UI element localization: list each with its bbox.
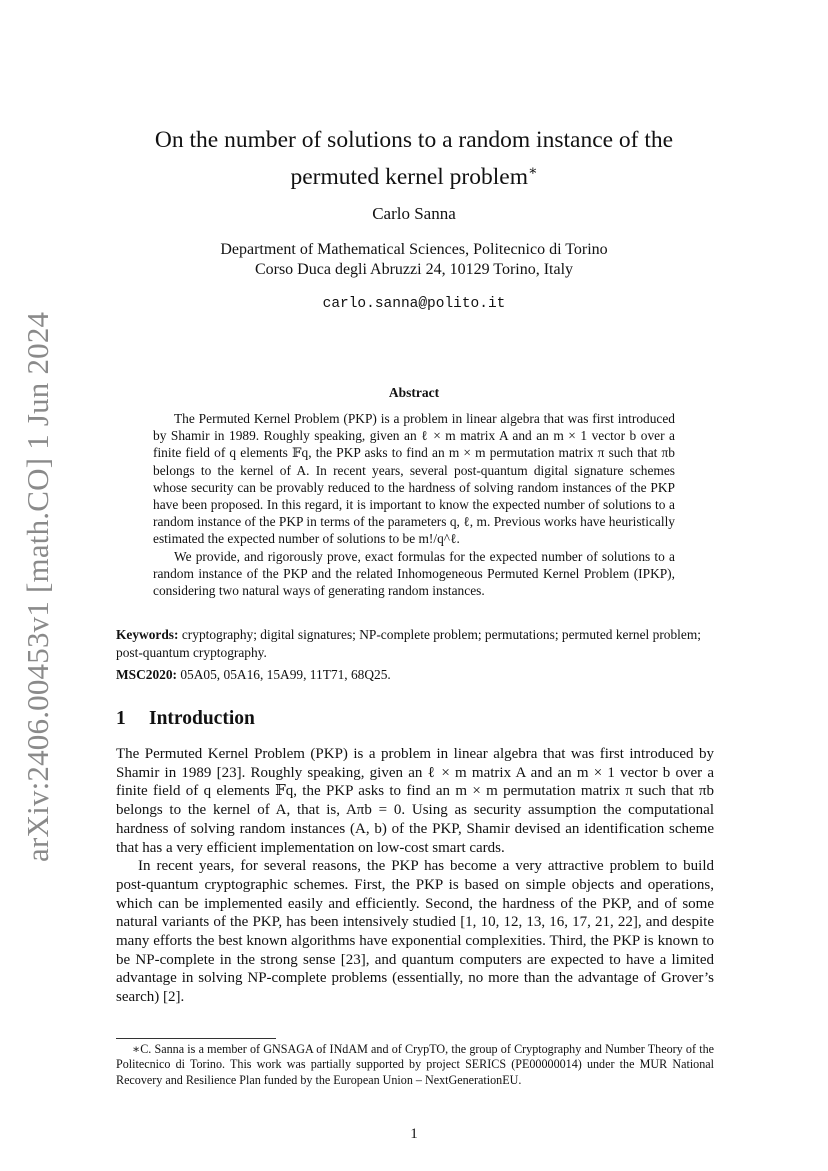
title-line-2: permuted kernel problem∗ bbox=[290, 163, 538, 190]
section-title: Introduction bbox=[149, 708, 255, 729]
keywords-label: Keywords: bbox=[116, 627, 179, 642]
affiliation-line-2: Corso Duca degli Abruzzi 24, 10129 Torino, Italy bbox=[254, 261, 574, 278]
affiliation-line-1: Department of Mathematical Sciences, Politecnico di Torino bbox=[220, 241, 608, 258]
abstract bbox=[153, 410, 675, 599]
abstract-heading: Abstract bbox=[388, 385, 440, 400]
section-number: 1 bbox=[116, 708, 126, 729]
footnote bbox=[116, 1042, 714, 1088]
intro-paragraph-1: The Permuted Kernel Problem (PKP) is a problem in linear algebra that was first introduced by Shamir in 1989 [23]. Roughly speaking, given an ℓ × m matrix A and an m × 1 vector b over a finite field of q elements 𝔽q, the PKP asks to find an m × m permutation matrix π such that πb belongs to the kernel of A, that is, Aπb = 0. Using as security assumption the computational hardness of solving random instances (A, b) of the PKP, Shamir devised an identification scheme that has a very efficient implementation on low-cost smart cards. bbox=[116, 746, 714, 856]
msc-label: MSC2020: bbox=[116, 667, 177, 682]
author-email[interactable]: carlo.sanna@polito.it bbox=[322, 296, 506, 312]
section-heading bbox=[116, 708, 255, 730]
keywords-line bbox=[116, 626, 716, 661]
footnote-marker[interactable]: ∗ bbox=[528, 164, 538, 179]
msc-text: 05A05, 05A16, 15A99, 11T71, 68Q25. bbox=[180, 667, 391, 682]
keywords-text: cryptography; digital signatures; NP-complete problem; permutations; permuted kernel problem; post-quantum cryptography. bbox=[116, 627, 701, 660]
intro-paragraph-2: In recent years, for several reasons, the PKP has become a very attractive problem to build post-quantum cryptographic schemes. First, the PKP is based on simple objects and operations, which can be implemented easily and efficiently. Second, the hardness of the PKP, and of some natural variants of the PKP, has been intensively studied [1, 10, 12, 13, 16, 17, 21, 22], and despite many efforts the best known algorithms have exponential complexities. Third, the PKP is known to be NP-complete in the strong sense [23], and quantum computers are expected to have a limited advantage in solving NP-complete problems (essentially, no more than the advantage of Grover’s search) [2]. bbox=[116, 858, 714, 1006]
introduction-body bbox=[116, 745, 714, 1007]
affiliation bbox=[0, 240, 828, 280]
title-line-1: On the number of solutions to a random instance of the bbox=[154, 127, 674, 153]
page-number: 1 bbox=[410, 1126, 418, 1142]
abstract-paragraph-2: We provide, and rigorously prove, exact formulas for the expected number of solutions to a random instance of the PKP and the related Inhomogeneous Permuted Kernel Problem (IPKP), considering two natural ways of generating random instances. bbox=[153, 548, 675, 599]
footnote-rule bbox=[116, 1038, 276, 1039]
keywords-block bbox=[116, 626, 716, 689]
footnote-text: ∗C. Sanna is a member of GNSAGA of INdAM and of CrypTO, the group of Cryptography and Number Theory of the Politecnico di Torino. This work was partially supported by project SERICS (PE00000014) under the MUR National Recovery and Resilience Plan funded by the European Union – NextGenerationEU. bbox=[116, 1042, 714, 1087]
abstract-paragraph-1: The Permuted Kernel Problem (PKP) is a problem in linear algebra that was first introduced by Shamir in 1989. Roughly speaking, given an ℓ × m matrix A and an m × 1 vector b over a finite field of q elements 𝔽q, the PKP asks to find an m × m permutation matrix π such that πb belongs to the kernel of A. In recent years, several post-quantum digital signature schemes whose security can be provably reduced to the hardness of solving random instances of the PKP have been proposed. In this regard, it is important to know the expected number of solutions to a random instance of the PKP in terms of the parameters q, ℓ, m. Previous works have heuristically estimated the expected number of solutions to be m!/q^ℓ. bbox=[153, 411, 675, 547]
arxiv-identifier: arXiv:2406.00453v1 [math.CO] 1 Jun 2024 bbox=[20, 311, 55, 862]
msc-line bbox=[116, 666, 716, 684]
paper-title bbox=[100, 124, 728, 193]
author-name: Carlo Sanna bbox=[372, 204, 456, 223]
